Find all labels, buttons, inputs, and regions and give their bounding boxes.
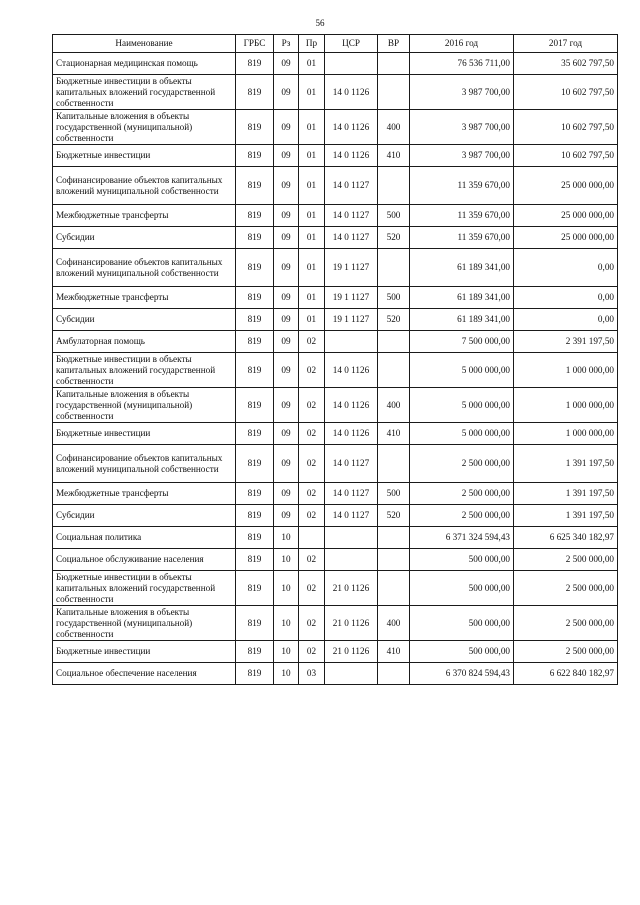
header-pr: Пр — [299, 35, 325, 53]
row-csr: 14 0 1127 — [325, 167, 378, 205]
row-vr — [378, 249, 410, 287]
table-row — [53, 423, 618, 445]
row-vr: 500 — [378, 205, 410, 227]
row-amount-2017: 2 500 000,00 — [514, 606, 618, 641]
row-amount-2016: 3 987 700,00 — [410, 110, 514, 145]
row-name: Межбюджетные трансферты — [53, 205, 236, 227]
row-amount-2016: 500 000,00 — [410, 549, 514, 571]
row-rz: 09 — [274, 75, 299, 110]
row-amount-2016: 11 359 670,00 — [410, 167, 514, 205]
row-amount-2017: 1 000 000,00 — [514, 388, 618, 423]
row-rz: 09 — [274, 353, 299, 388]
row-grbs: 819 — [236, 205, 274, 227]
row-grbs: 819 — [236, 75, 274, 110]
header-grbs: ГРБС — [236, 35, 274, 53]
row-vr: 410 — [378, 145, 410, 167]
row-amount-2017: 1 000 000,00 — [514, 423, 618, 445]
row-amount-2017: 1 391 197,50 — [514, 505, 618, 527]
row-pr: 01 — [299, 53, 325, 75]
row-name: Бюджетные инвестиции в объекты капитальных вложений государственной собственности — [53, 75, 236, 110]
row-vr: 410 — [378, 423, 410, 445]
table-header-row — [53, 35, 618, 53]
row-grbs: 819 — [236, 483, 274, 505]
row-amount-2016: 61 189 341,00 — [410, 287, 514, 309]
row-vr — [378, 549, 410, 571]
row-pr: 02 — [299, 606, 325, 641]
row-amount-2017: 2 500 000,00 — [514, 571, 618, 606]
row-csr: 14 0 1127 — [325, 483, 378, 505]
row-csr: 14 0 1126 — [325, 145, 378, 167]
row-amount-2016: 2 500 000,00 — [410, 445, 514, 483]
row-name: Бюджетные инвестиции в объекты капитальных вложений государственной собственности — [53, 571, 236, 606]
row-amount-2017: 0,00 — [514, 249, 618, 287]
row-pr: 01 — [299, 249, 325, 287]
row-rz: 10 — [274, 549, 299, 571]
row-csr — [325, 53, 378, 75]
row-pr: 02 — [299, 388, 325, 423]
row-vr: 400 — [378, 388, 410, 423]
table-row — [53, 287, 618, 309]
row-rz: 09 — [274, 110, 299, 145]
row-amount-2016: 11 359 670,00 — [410, 227, 514, 249]
table-row — [53, 145, 618, 167]
row-name: Капитальные вложения в объекты государственной (муниципальной) собственности — [53, 110, 236, 145]
row-amount-2016: 500 000,00 — [410, 571, 514, 606]
row-amount-2017: 25 000 000,00 — [514, 205, 618, 227]
table-row — [53, 75, 618, 110]
row-vr — [378, 53, 410, 75]
row-rz: 10 — [274, 527, 299, 549]
row-grbs: 819 — [236, 505, 274, 527]
row-grbs: 819 — [236, 309, 274, 331]
row-pr: 02 — [299, 445, 325, 483]
row-amount-2017: 6 625 340 182,97 — [514, 527, 618, 549]
row-name: Капитальные вложения в объекты государственной (муниципальной) собственности — [53, 388, 236, 423]
table-row — [53, 205, 618, 227]
header-2016: 2016 год — [410, 35, 514, 53]
row-amount-2016: 500 000,00 — [410, 641, 514, 663]
row-csr: 19 1 1127 — [325, 249, 378, 287]
row-pr: 01 — [299, 309, 325, 331]
table-row — [53, 527, 618, 549]
row-pr — [299, 527, 325, 549]
table-row — [53, 505, 618, 527]
row-amount-2017: 2 500 000,00 — [514, 549, 618, 571]
row-pr: 01 — [299, 145, 325, 167]
row-name: Софинансирование объектов капитальных вложений муниципальной собственности — [53, 445, 236, 483]
row-rz: 09 — [274, 287, 299, 309]
row-vr — [378, 75, 410, 110]
table-row — [53, 167, 618, 205]
row-grbs: 819 — [236, 249, 274, 287]
header-2017: 2017 год — [514, 35, 618, 53]
row-vr — [378, 527, 410, 549]
row-rz: 10 — [274, 606, 299, 641]
row-grbs: 819 — [236, 641, 274, 663]
row-grbs: 819 — [236, 167, 274, 205]
row-csr: 14 0 1127 — [325, 505, 378, 527]
row-csr: 14 0 1126 — [325, 423, 378, 445]
row-amount-2017: 10 602 797,50 — [514, 145, 618, 167]
row-amount-2017: 2 391 197,50 — [514, 331, 618, 353]
row-grbs: 819 — [236, 606, 274, 641]
row-amount-2016: 76 536 711,00 — [410, 53, 514, 75]
row-csr: 21 0 1126 — [325, 571, 378, 606]
row-amount-2016: 3 987 700,00 — [410, 75, 514, 110]
row-amount-2016: 11 359 670,00 — [410, 205, 514, 227]
page-number: 56 — [315, 18, 325, 28]
row-vr: 520 — [378, 505, 410, 527]
row-vr: 520 — [378, 227, 410, 249]
table-row — [53, 445, 618, 483]
row-csr: 14 0 1126 — [325, 388, 378, 423]
row-amount-2016: 500 000,00 — [410, 606, 514, 641]
row-amount-2017: 0,00 — [514, 287, 618, 309]
row-name: Бюджетные инвестиции — [53, 423, 236, 445]
row-grbs: 819 — [236, 388, 274, 423]
row-grbs: 819 — [236, 663, 274, 685]
row-pr: 01 — [299, 205, 325, 227]
row-rz: 09 — [274, 145, 299, 167]
row-rz: 09 — [274, 309, 299, 331]
row-amount-2016: 5 000 000,00 — [410, 423, 514, 445]
table-row — [53, 249, 618, 287]
row-name: Бюджетные инвестиции — [53, 145, 236, 167]
row-rz: 10 — [274, 663, 299, 685]
row-name: Софинансирование объектов капитальных вложений муниципальной собственности — [53, 167, 236, 205]
row-pr: 01 — [299, 110, 325, 145]
header-vr: ВР — [378, 35, 410, 53]
row-pr: 01 — [299, 167, 325, 205]
row-rz: 09 — [274, 331, 299, 353]
row-amount-2017: 25 000 000,00 — [514, 167, 618, 205]
row-rz: 09 — [274, 167, 299, 205]
row-pr: 02 — [299, 641, 325, 663]
row-csr — [325, 331, 378, 353]
table-row — [53, 353, 618, 388]
row-amount-2017: 10 602 797,50 — [514, 110, 618, 145]
table-row — [53, 331, 618, 353]
header-name: Наименование — [53, 35, 236, 53]
table-row — [53, 309, 618, 331]
row-rz: 09 — [274, 227, 299, 249]
row-pr: 02 — [299, 571, 325, 606]
row-pr: 02 — [299, 423, 325, 445]
row-rz: 09 — [274, 53, 299, 75]
table-row — [53, 663, 618, 685]
row-grbs: 819 — [236, 331, 274, 353]
row-grbs: 819 — [236, 423, 274, 445]
row-rz: 10 — [274, 571, 299, 606]
table-row — [53, 110, 618, 145]
row-name: Бюджетные инвестиции — [53, 641, 236, 663]
row-vr — [378, 663, 410, 685]
row-amount-2017: 1 391 197,50 — [514, 445, 618, 483]
row-csr: 14 0 1126 — [325, 110, 378, 145]
row-csr: 14 0 1126 — [325, 75, 378, 110]
row-csr: 14 0 1127 — [325, 205, 378, 227]
row-amount-2016: 61 189 341,00 — [410, 309, 514, 331]
row-rz: 09 — [274, 423, 299, 445]
row-name: Амбулаторная помощь — [53, 331, 236, 353]
row-vr: 400 — [378, 606, 410, 641]
row-vr: 400 — [378, 110, 410, 145]
row-grbs: 819 — [236, 110, 274, 145]
row-vr — [378, 445, 410, 483]
row-amount-2016: 7 500 000,00 — [410, 331, 514, 353]
row-pr: 02 — [299, 353, 325, 388]
row-amount-2017: 0,00 — [514, 309, 618, 331]
row-vr — [378, 331, 410, 353]
row-amount-2017: 2 500 000,00 — [514, 641, 618, 663]
row-csr: 14 0 1126 — [325, 353, 378, 388]
row-rz: 09 — [274, 205, 299, 227]
table-row — [53, 388, 618, 423]
row-grbs: 819 — [236, 527, 274, 549]
row-name: Социальное обеспечение населения — [53, 663, 236, 685]
row-rz: 09 — [274, 483, 299, 505]
row-rz: 09 — [274, 249, 299, 287]
row-name: Субсидии — [53, 309, 236, 331]
row-pr: 02 — [299, 549, 325, 571]
row-pr: 01 — [299, 227, 325, 249]
row-amount-2017: 1 000 000,00 — [514, 353, 618, 388]
row-pr: 02 — [299, 331, 325, 353]
row-csr: 19 1 1127 — [325, 309, 378, 331]
row-csr: 14 0 1127 — [325, 445, 378, 483]
row-pr: 02 — [299, 483, 325, 505]
row-amount-2016: 6 371 324 594,43 — [410, 527, 514, 549]
row-grbs: 819 — [236, 445, 274, 483]
row-rz: 10 — [274, 641, 299, 663]
row-grbs: 819 — [236, 53, 274, 75]
row-csr — [325, 527, 378, 549]
row-name: Социальная политика — [53, 527, 236, 549]
table-row — [53, 483, 618, 505]
row-grbs: 819 — [236, 145, 274, 167]
row-amount-2016: 2 500 000,00 — [410, 483, 514, 505]
row-name: Капитальные вложения в объекты государственной (муниципальной) собственности — [53, 606, 236, 641]
row-amount-2017: 1 391 197,50 — [514, 483, 618, 505]
table-row — [53, 53, 618, 75]
row-pr: 02 — [299, 505, 325, 527]
row-vr: 500 — [378, 483, 410, 505]
row-amount-2017: 35 602 797,50 — [514, 53, 618, 75]
row-csr: 19 1 1127 — [325, 287, 378, 309]
row-grbs: 819 — [236, 571, 274, 606]
row-amount-2016: 3 987 700,00 — [410, 145, 514, 167]
row-name: Социальное обслуживание населения — [53, 549, 236, 571]
row-name: Субсидии — [53, 227, 236, 249]
row-grbs: 819 — [236, 353, 274, 388]
header-csr: ЦСР — [325, 35, 378, 53]
row-rz: 09 — [274, 388, 299, 423]
row-pr: 01 — [299, 287, 325, 309]
row-csr — [325, 549, 378, 571]
row-name: Бюджетные инвестиции в объекты капитальных вложений государственной собственности — [53, 353, 236, 388]
row-vr — [378, 353, 410, 388]
row-name: Межбюджетные трансферты — [53, 483, 236, 505]
table-row — [53, 571, 618, 606]
row-amount-2016: 5 000 000,00 — [410, 353, 514, 388]
table-row — [53, 606, 618, 641]
row-amount-2016: 6 370 824 594,43 — [410, 663, 514, 685]
row-vr: 500 — [378, 287, 410, 309]
row-name: Софинансирование объектов капитальных вложений муниципальной собственности — [53, 249, 236, 287]
row-vr — [378, 571, 410, 606]
row-amount-2016: 61 189 341,00 — [410, 249, 514, 287]
table-row — [53, 641, 618, 663]
row-csr: 21 0 1126 — [325, 606, 378, 641]
row-vr: 520 — [378, 309, 410, 331]
row-amount-2016: 5 000 000,00 — [410, 388, 514, 423]
row-vr: 410 — [378, 641, 410, 663]
row-grbs: 819 — [236, 287, 274, 309]
row-pr: 03 — [299, 663, 325, 685]
row-name: Субсидии — [53, 505, 236, 527]
row-vr — [378, 167, 410, 205]
row-grbs: 819 — [236, 549, 274, 571]
row-amount-2016: 2 500 000,00 — [410, 505, 514, 527]
row-csr: 14 0 1127 — [325, 227, 378, 249]
row-name: Межбюджетные трансферты — [53, 287, 236, 309]
row-amount-2017: 25 000 000,00 — [514, 227, 618, 249]
header-rz: Рз — [274, 35, 299, 53]
row-csr — [325, 663, 378, 685]
row-rz: 09 — [274, 505, 299, 527]
row-grbs: 819 — [236, 227, 274, 249]
table-row — [53, 227, 618, 249]
row-amount-2017: 10 602 797,50 — [514, 75, 618, 110]
row-csr: 21 0 1126 — [325, 641, 378, 663]
row-amount-2017: 6 622 840 182,97 — [514, 663, 618, 685]
table-row — [53, 549, 618, 571]
row-rz: 09 — [274, 445, 299, 483]
row-pr: 01 — [299, 75, 325, 110]
row-name: Стационарная медицинская помощь — [53, 53, 236, 75]
budget-table — [52, 34, 618, 685]
